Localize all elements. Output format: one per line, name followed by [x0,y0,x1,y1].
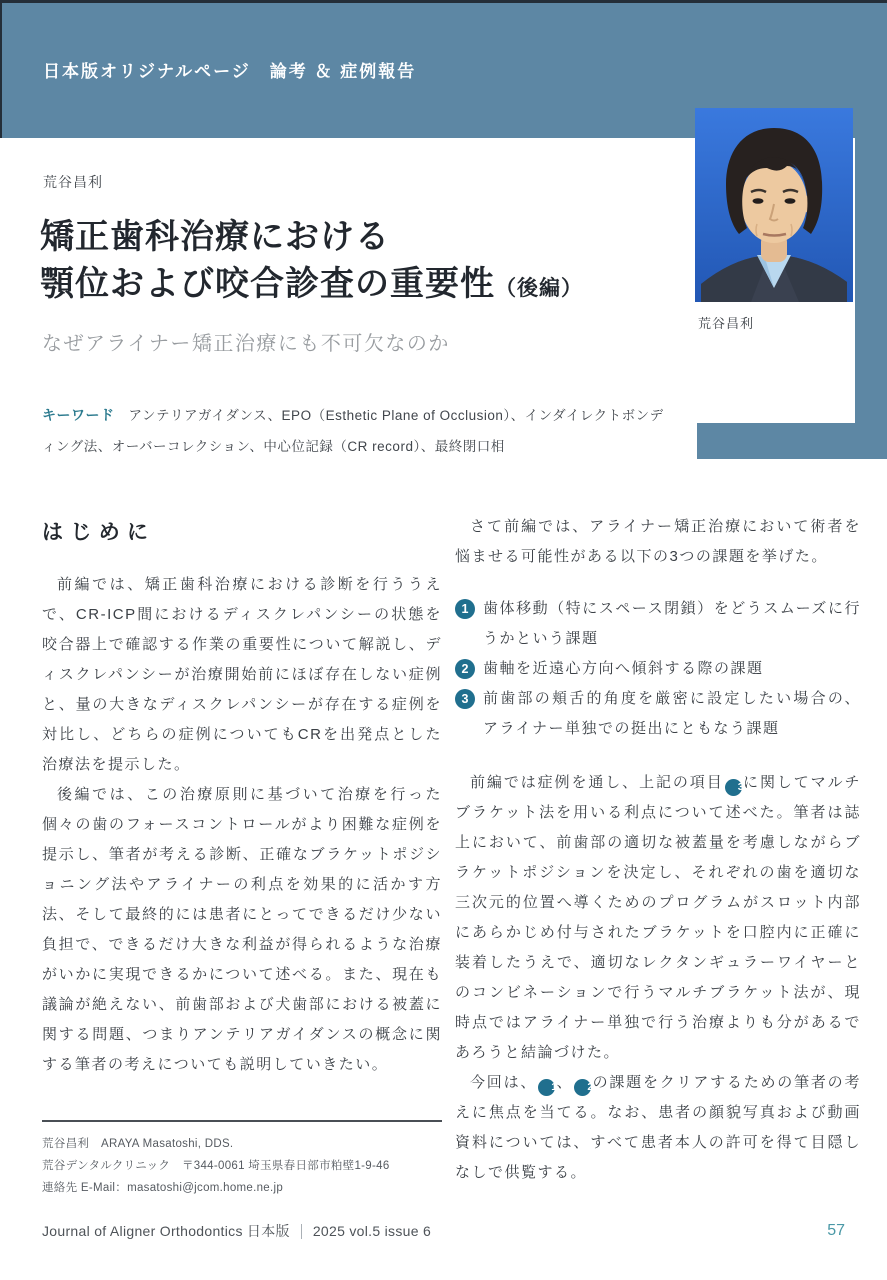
footnote-author: 荒谷昌利 ARAYA Masatoshi, DDS. [42,1138,234,1150]
paragraph-text: 今回は、 [470,1074,538,1091]
paragraph-text: の課題をクリアするための筆者の考えに焦点を当てる。なお、患者の顔貌写真および動画資料については、すべて患者本人の許可を得て目隠しなしで供覧する。 [455,1074,861,1181]
sidebar-right-strip [855,138,887,459]
author-portrait-illustration [695,108,853,302]
paragraph [455,1068,861,1188]
footnote-divider [42,1120,442,1122]
list-item [455,684,861,744]
footnote-contact-email: 連絡先 E-Mail：masatoshi@jcom.home.ne.jp [42,1182,284,1194]
footer-journal-info [42,1221,431,1241]
list-number-badge: 1 [455,599,475,619]
paragraph-text: 、 [556,1074,574,1091]
author-photo [695,108,853,302]
list-number-badge: 3 [455,689,475,709]
body-column-left [42,518,442,1080]
inline-number-badge: 1 [538,1079,555,1096]
list-item-text: 歯軸を近遠心方向へ傾斜する際の課題 [483,660,764,677]
page-edge-top [0,0,887,3]
inline-number-badge: 3 [725,779,742,796]
paragraph-text: 前編では症例を通し、上記の項目 [470,774,724,791]
author-photo-caption: 荒谷昌利 [698,316,755,331]
article-subtitle: なぜアライナー矯正治療にも不可欠なのか [42,333,450,355]
title-suffix: （後編） [495,277,583,300]
section-heading-intro: はじめに [42,521,156,544]
numbered-task-list [455,594,861,744]
sidebar-bottom-strip [697,423,887,459]
keywords-text: アンテリアガイダンス、EPO（Esthetic Plane of Occlusion）、インダイレクトボンディング法、オーバーコレクション、中心位記録（CR record）、最終閉口相 [42,408,664,454]
page-footer [42,1221,845,1241]
keywords-label: キーワード [42,407,115,423]
section-label: 日本版オリジナルページ 論考 ＆ 症例報告 [43,62,417,81]
article-title [40,214,583,312]
page-edge-left [0,0,2,138]
paragraph-text: に関してマルチブラケット法を用いる利点について述べた。筆者は誌上において、前歯部の適切な被蓋量を考慮しながらブラケットポジションを決定し、それぞれの歯を適切な三次元的位置へ導くためのプログラムがスロット内部にあらかじめ付与されたブラケットを口腔内に正確に装着したうえで、適切なレクタンギュラーワイヤーとのコンビネーションで行うマルチブラケット法が、現時点ではアライナー単独で行う治療よりも分があるであろうと結論づけた。 [455,774,861,1061]
page-number: 57 [827,1222,845,1239]
footer-divider [301,1224,302,1239]
title-line2: 顎位および咬合診査の重要性 [40,265,495,303]
paragraph: 後編では、この治療原則に基づいて治療を行った個々の歯のフォースコントロールがより困難な症例を提示し、筆者が考える診断、正確なブラケットポジショニング法やアライナーの利点を効果的に活かす方法、そして最終的には患者にとってできるだけ少ない負担で、できるだけ大きな利益が得られるような治療がいかに実現できるかについて述べる。また、現在も議論が絶えない、前歯部および犬歯部における被蓋に関する問題、つまりアンテリアガイダンスの概念に関する筆者の考えについても説明していきたい。 [42,786,442,1073]
paragraph: 前編では、矯正歯科治療における診断を行ううえで、CR-ICP間におけるディスクレパンシーの状態を咬合器上で確認する作業の重要性について解説し、ディスクレパンシーが治療開始前にほぼ存在しない症例と、量の大きなディスクレパンシーが存在する症例を対比し、どちらの症例についてもCRを出発点とした治療法を提示した。 [42,576,442,773]
list-item-text: 前歯部の頬舌的角度を厳密に設定したい場合の、アライナー単独での挺出にともなう課題 [483,690,861,737]
paragraph [455,768,861,1068]
list-item [455,654,861,684]
keywords-block [42,400,667,462]
journal-title: Journal of Aligner Orthodontics 日本版 [42,1223,290,1239]
inline-number-badge: 2 [574,1079,591,1096]
title-line1: 矯正歯科治療における [40,218,390,256]
journal-issue: 2025 vol.5 issue 6 [312,1223,432,1239]
list-item [455,594,861,654]
paragraph: さて前編では、アライナー矯正治療において術者を悩ませる可能性がある以下の3つの課題を挙げた。 [455,518,861,565]
list-number-badge: 2 [455,659,475,679]
list-item-text: 歯体移動（特にスペース閉鎖）をどうスムーズに行うかという課題 [483,600,861,647]
footnote-clinic-address: 荒谷デンタルクリニック 〒344-0061 埼玉県春日部市粕壁1-9-46 [42,1160,390,1172]
author-footnote [42,1120,442,1200]
author-name: 荒谷昌利 [43,174,103,190]
body-column-right [455,512,861,1188]
